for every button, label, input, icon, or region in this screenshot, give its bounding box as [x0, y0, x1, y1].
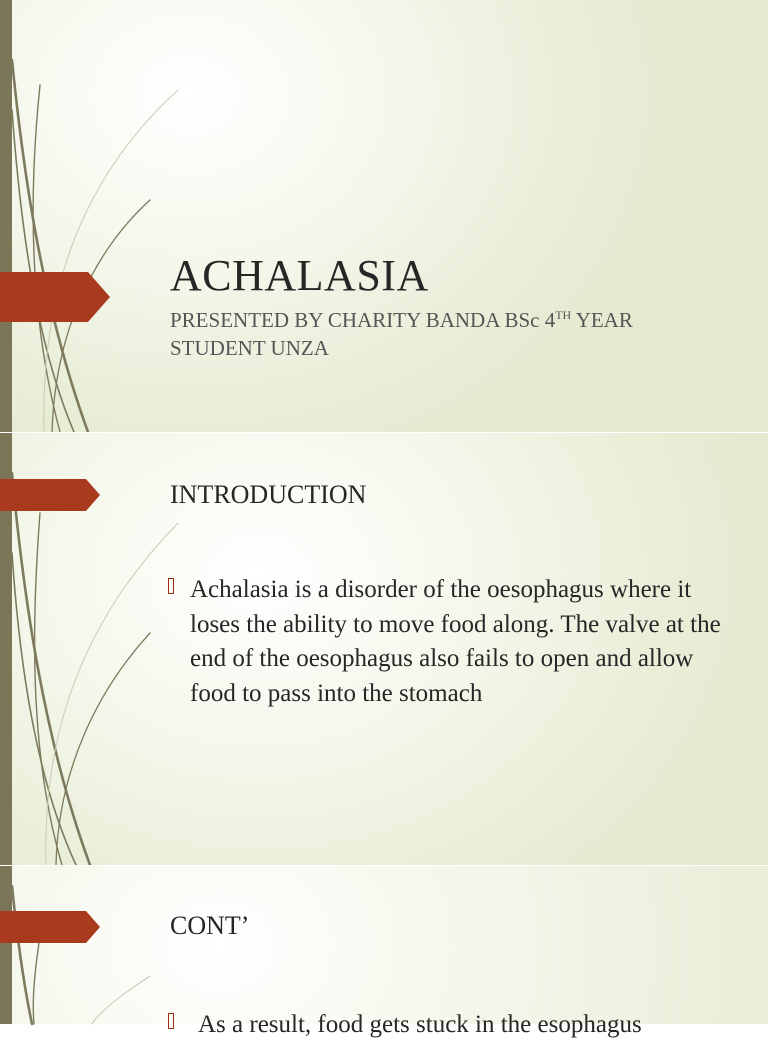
slide-tag: [0, 911, 100, 943]
slide-title: [0, 0, 768, 432]
slide-cont: [0, 866, 768, 1038]
bullet-icon: [168, 1013, 174, 1029]
list-item: [168, 573, 728, 711]
side-bar: [0, 866, 12, 1024]
swoosh-decoration: [0, 0, 200, 432]
list-item: [168, 1008, 728, 1043]
slide-tag: [0, 272, 110, 322]
swoosh-decoration: [0, 866, 200, 1024]
slide-heading: INTRODUCTION: [170, 480, 367, 509]
slide-heading: CONT’: [170, 911, 250, 940]
bullet-icon: [168, 578, 174, 594]
subtitle-text: PRESENTED BY CHARITY BANDA BSc 4: [170, 308, 556, 332]
subtitle-text-rest: YEAR STUDENT UNZA: [170, 308, 633, 360]
bullet-text: Achalasia is a disorder of the oesophagus where it loses the ability to move food along. The valve at the end of the oesophagus also fails to open and allow food to pass into the stomach: [190, 576, 721, 707]
slide-title-heading: ACHALASIA: [170, 251, 429, 300]
slide-introduction: [0, 433, 768, 865]
slide-subtitle: [170, 306, 710, 362]
side-bar: [0, 0, 12, 432]
slide-tag: [0, 479, 100, 511]
bullet-text: As a result, food gets stuck in the esophagus: [198, 1011, 642, 1038]
subtitle-superscript: TH: [555, 308, 572, 322]
